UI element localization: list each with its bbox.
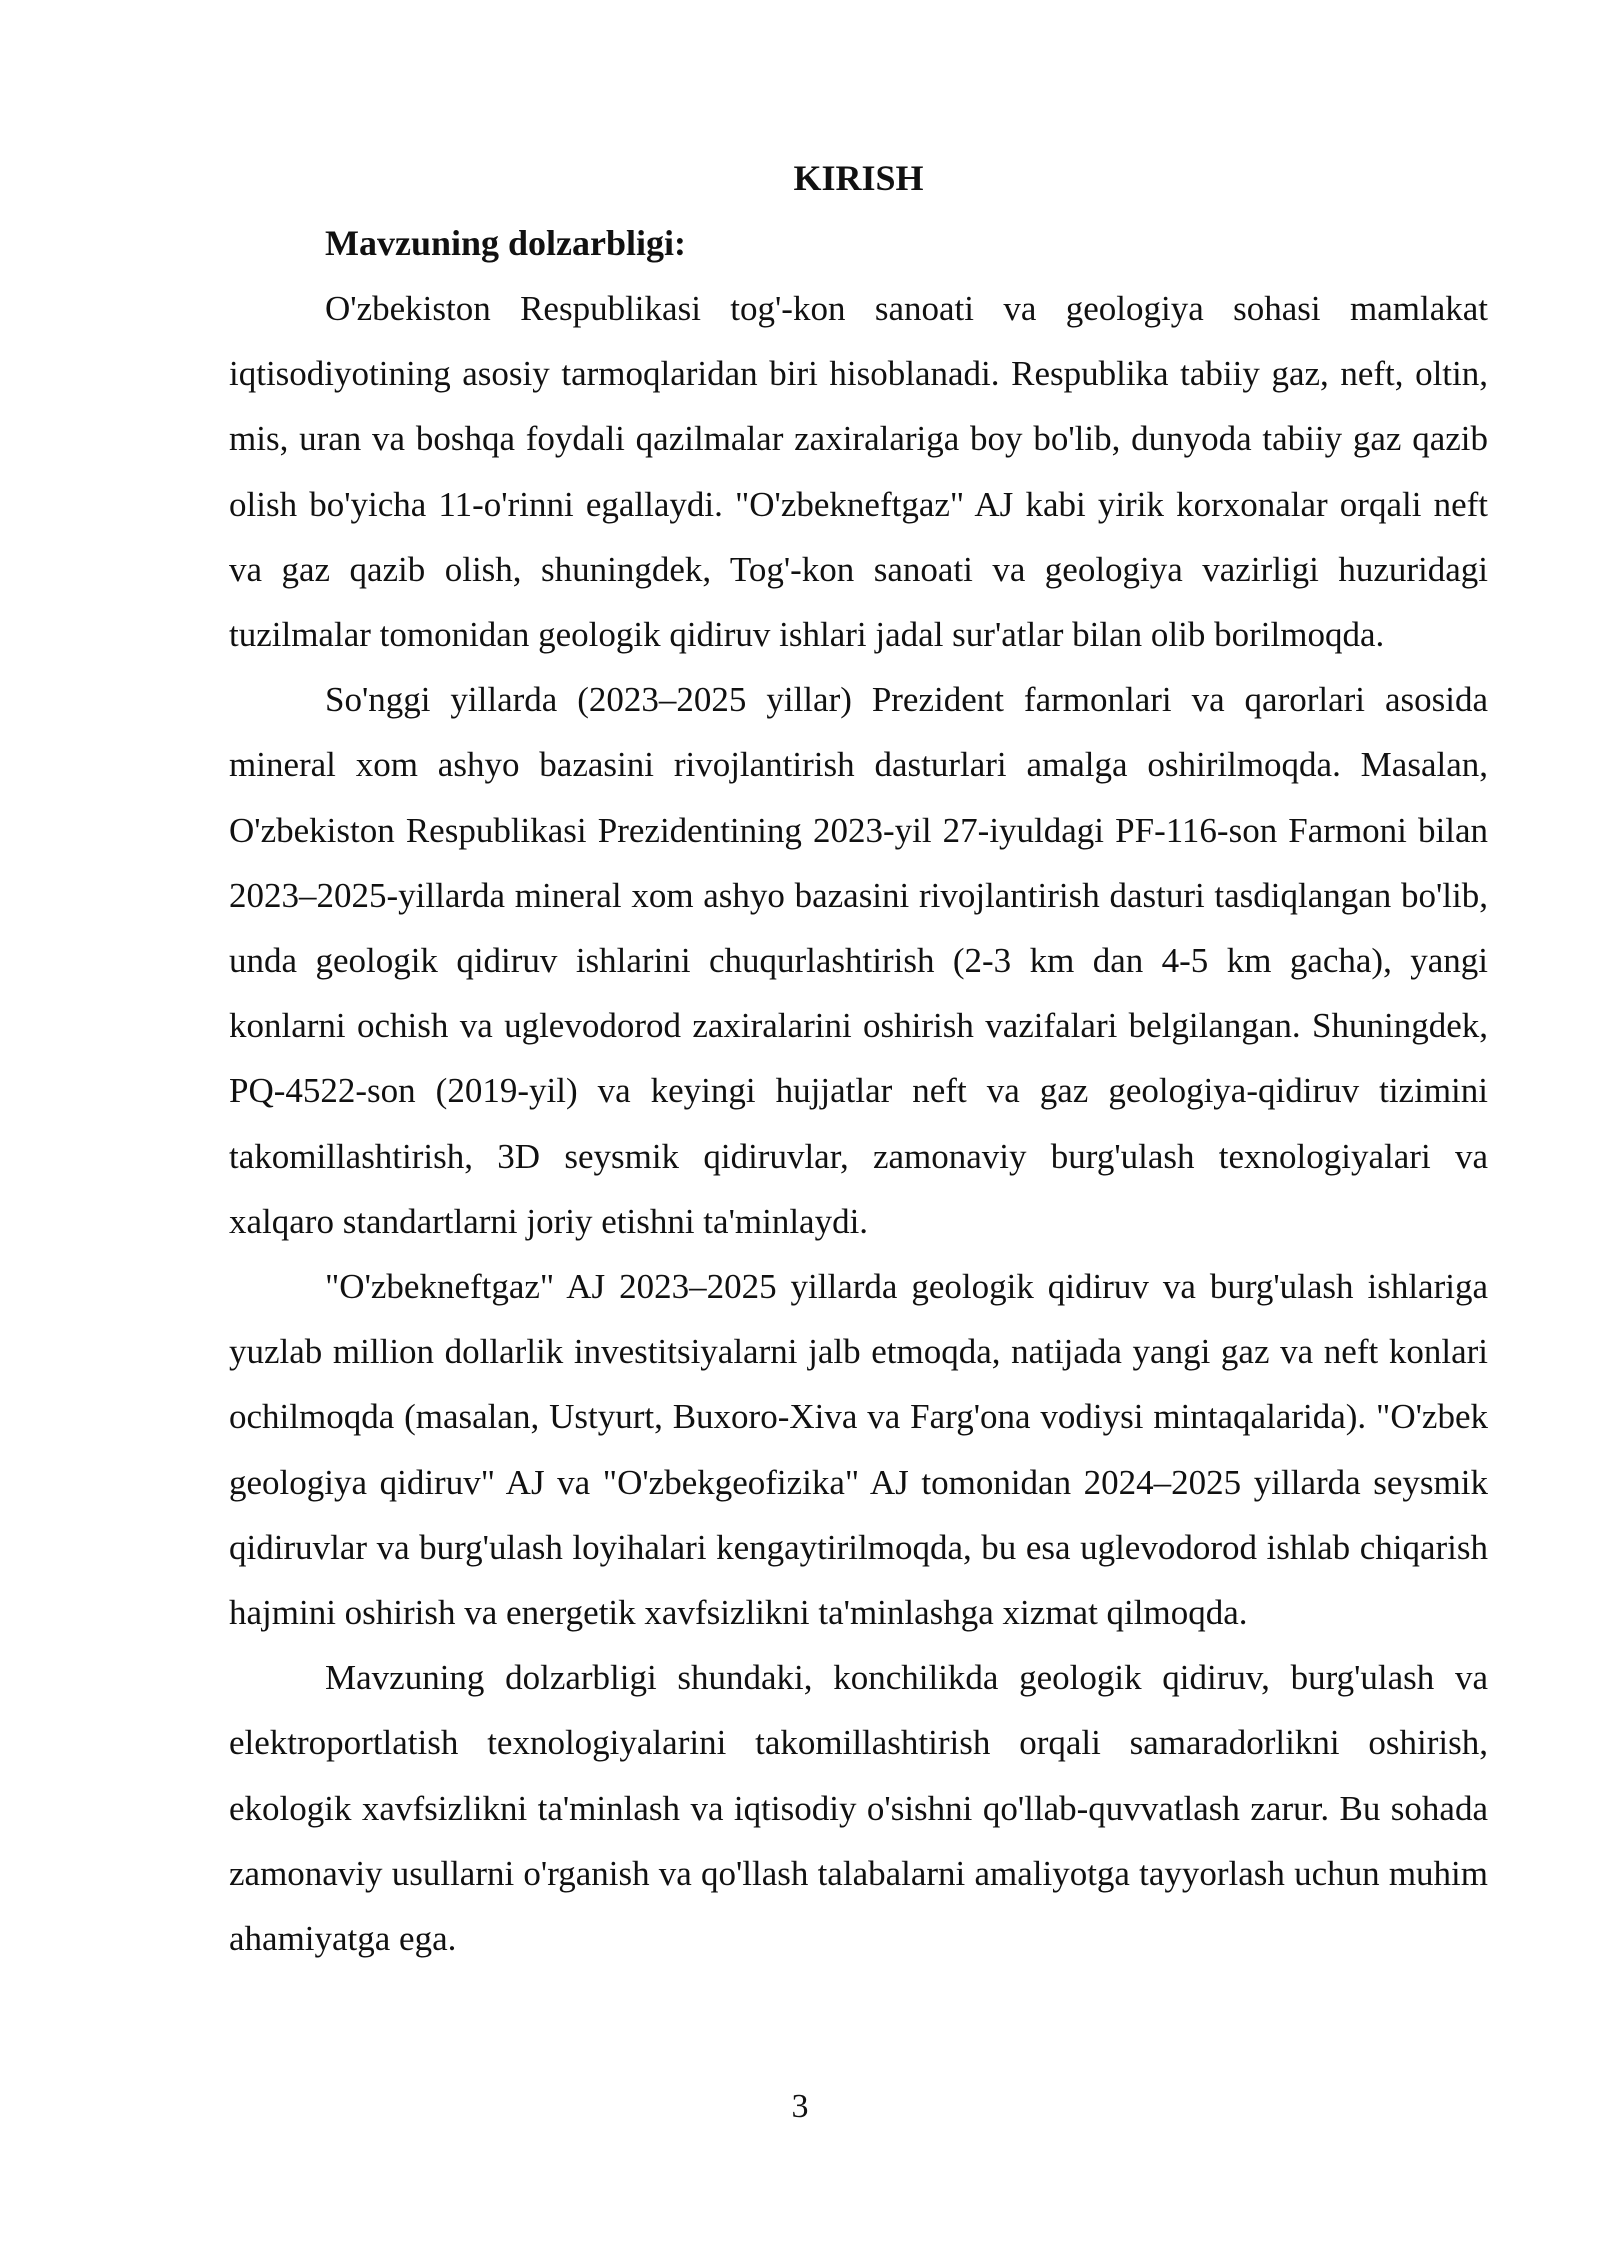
section-heading: Mavzuning dolzarbligi: <box>325 223 687 263</box>
page-number: 3 <box>791 2088 809 2125</box>
paragraph-2: So'nggi yillarda (2023–2025 yillar) Prezident farmonlari va qarorlari asosida mineral xom ashyo bazasini rivojlantirish dasturlari amalga oshirilmoqda. Masalan, O'zbekiston Respublikasi Prezidentining 2023-yil 27-iyuldagi PF-116-son Farmoni bilan 2023–2025-yillarda mineral xom ashyo bazasini rivojlantirish dasturi tasdiqlangan bo'lib, unda geologik qidiruv ishlarini chuqurlashtirish (2-3 km dan 4-5 km gacha), yangi konlarni ochish va uglevodorod zaxiralarini oshirish vazifalari belgilangan. Shuningdek, PQ-4522-son (2019-yil) va keyingi hujjatlar neft va gaz geologiya-qidiruv tizimini takomillashtirish, 3D seysmik qidiruvlar, zamonaviy burg'ulash texnologiyalari va xalqaro standartlarni joriy etishni ta'minlaydi. <box>229 680 1488 1241</box>
page-content <box>229 146 1488 1971</box>
page-title: KIRISH <box>793 158 924 198</box>
paragraph-3: "O'zbekneftgaz" AJ 2023–2025 yillarda geologik qidiruv va burg'ulash ishlariga yuzlab million dollarlik investitsiyalarni jalb etmoqda, natijada yangi gaz va neft konlari ochilmoqda (masalan, Ustyurt, Buxoro-Xiva va Farg'ona vodiysi mintaqalarida). "O'zbek geologiya qidiruv" AJ va "O'zbekgeofizika" AJ tomonidan 2024–2025 yillarda seysmik qidiruvlar va burg'ulash loyihalari kengaytirilmoqda, bu esa uglevodorod ishlab chiqarish hajmini oshirish va energetik xavfsizlikni ta'minlashga xizmat qilmoqda. <box>229 1267 1488 1633</box>
paragraph-1: O'zbekiston Respublikasi tog'-kon sanoati va geologiya sohasi mamlakat iqtisodiyotining asosiy tarmoqlaridan biri hisoblanadi. Respublika tabiiy gaz, neft, oltin, mis, uran va boshqa foydali qazilmalar zaxiralariga boy bo'lib, dunyoda tabiiy gaz qazib olish bo'yicha 11-o'rinni egallaydi. "O'zbekneftgaz" AJ kabi yirik korxonalar orqali neft va gaz qazib olish, shuningdek, Tog'-kon sanoati va geologiya vazirligi huzuridagi tuzilmalar tomonidan geologik qidiruv ishlari jadal sur'atlar bilan olib borilmoqda. <box>229 289 1488 655</box>
paragraph-4: Mavzuning dolzarbligi shundaki, konchilikda geologik qidiruv, burg'ulash va elektroportlatish texnologiyalarini takomillashtirish orqali samaradorlikni oshirish, ekologik xavfsizlikni ta'minlash va iqtisodiy o'sishni qo'llab-quvvatlash zarur. Bu sohada zamonaviy usullarni o'rganish va qo'llash talabalarni amaliyotga tayyorlash uchun muhim ahamiyatga ega. <box>229 1658 1488 1959</box>
